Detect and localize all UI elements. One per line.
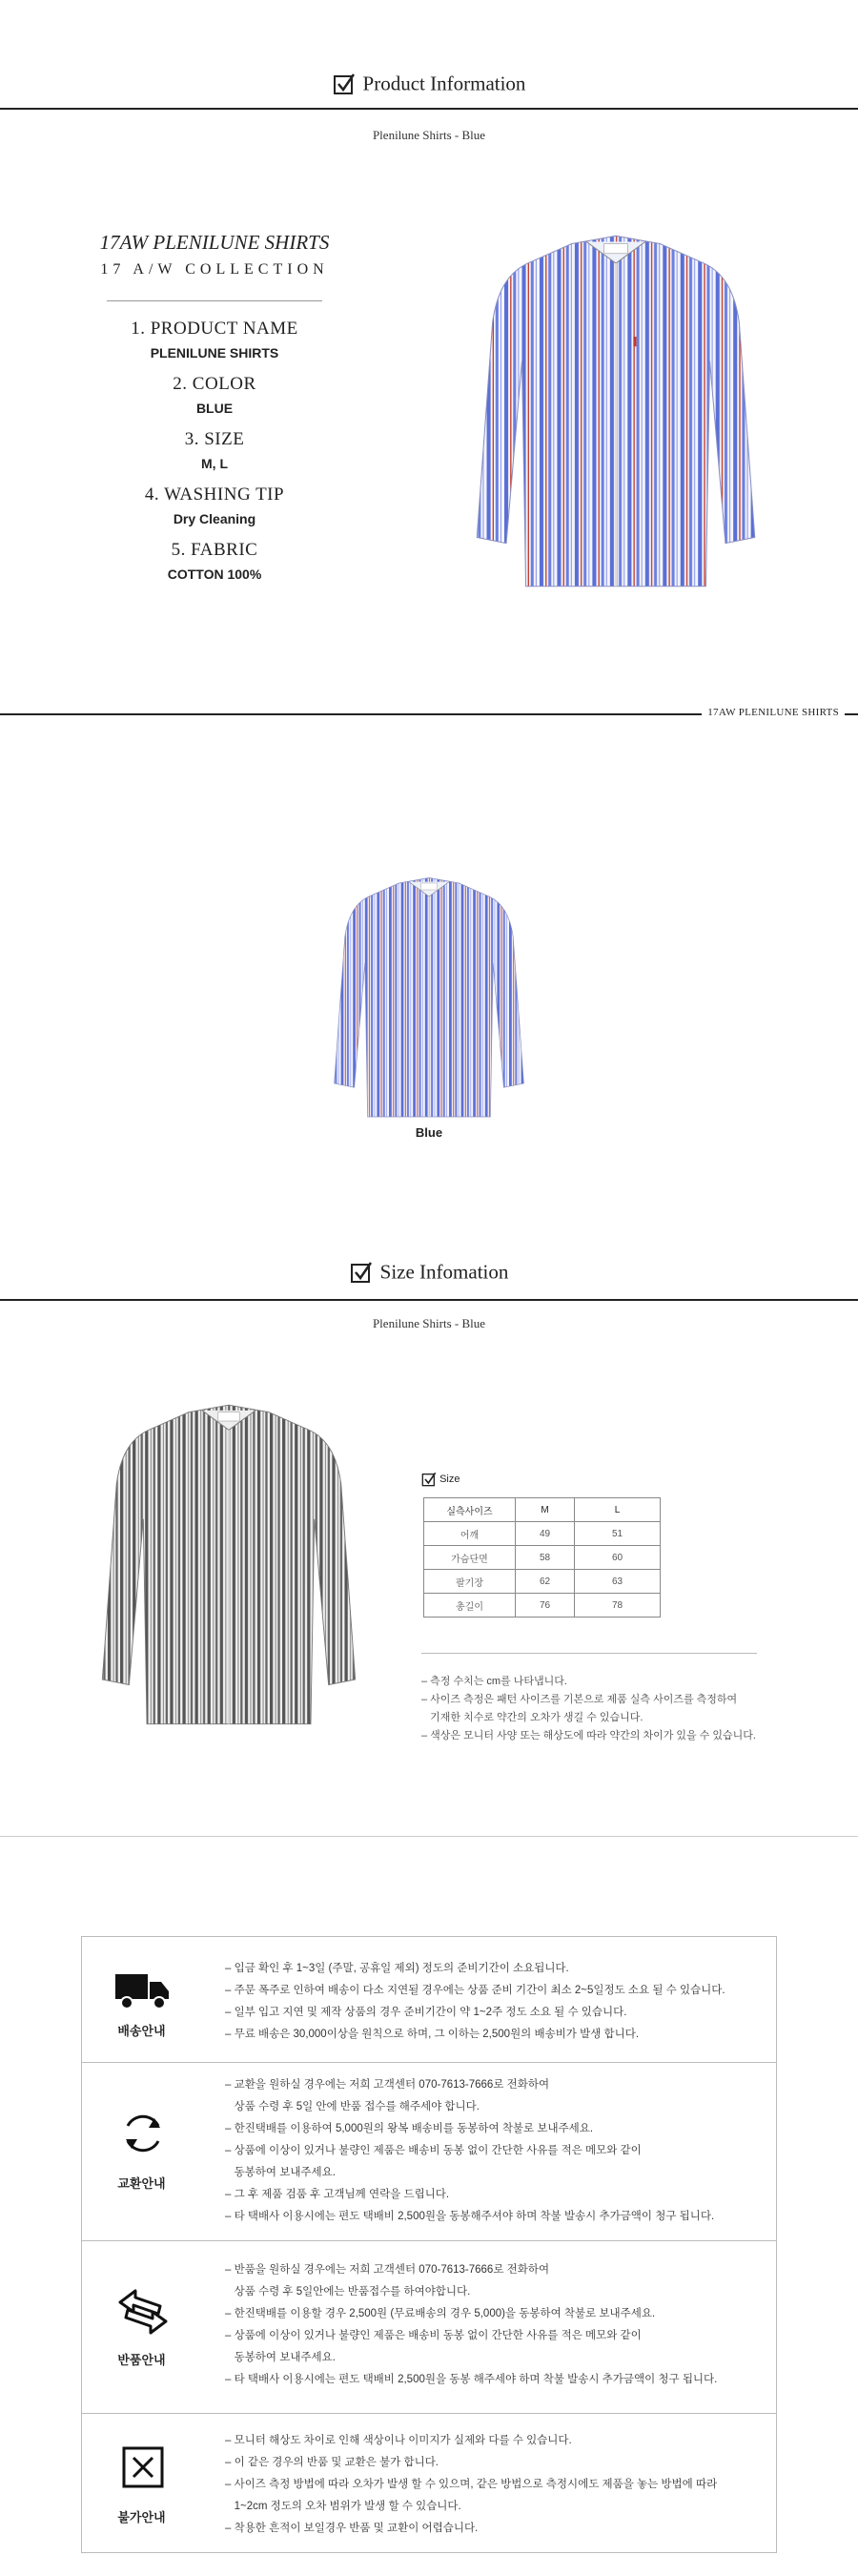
size-table-label: Size [439, 1473, 460, 1485]
size-info-heading [0, 1259, 858, 1285]
table-cell: 76 [516, 1594, 575, 1618]
guide-line: 동봉하여 보내주세요. [225, 2167, 336, 2178]
size-subtitle: Plenilune Shirts - Blue [372, 1316, 486, 1330]
guide-line: – 상품에 이상이 있거나 불량인 제품은 배송비 동봉 없이 간단한 사유를 적은 메모와 같이 [225, 2330, 642, 2341]
checkbox-icon [350, 1261, 373, 1284]
table-header: M [516, 1498, 575, 1522]
table-cell: 78 [575, 1594, 661, 1618]
table-cell: 51 [575, 1522, 661, 1546]
table-row [424, 1546, 661, 1570]
table-header: 실측사이즈 [424, 1498, 516, 1522]
spec-value: Dry Cleaning [173, 511, 256, 526]
spec-label: 1. PRODUCT NAME [131, 319, 298, 339]
truck-icon [115, 1970, 171, 2012]
notes-divider [421, 1653, 757, 1654]
checkbox-icon [421, 1472, 437, 1487]
spec-size [91, 429, 338, 471]
color-caption: Blue [415, 1125, 443, 1140]
guide-line: – 그 후 제품 검품 후 고객님께 연락을 드립니다. [225, 2189, 450, 2200]
note-line: – 색상은 모니터 사양 또는 해상도에 따라 약간의 차이가 있을 수 있습니다. [421, 1730, 756, 1741]
spec-label: 5. FABRIC [171, 540, 258, 560]
guide-caption: 배송안내 [117, 2024, 166, 2038]
table-cell: 팔기장 [424, 1570, 516, 1594]
guide-row-notice [82, 2414, 776, 2553]
guide-line: – 한진택배를 이용할 경우 2,500원 (무료배송의 경우 5,000)을 동봉하여 착불로 보내주세요. [225, 2308, 656, 2319]
spec-label: 4. WASHING TIP [144, 484, 285, 505]
guide-line: – 타 택배사 이용시에는 편도 택배비 2,500원을 동봉해주셔야 하며 착불 발송시 추가금액이 청구 됩니다. [225, 2211, 715, 2222]
spec-value: M, L [201, 456, 228, 471]
spec-value: COTTON 100% [167, 567, 262, 582]
collection-divider-label: 17AW PLENILUNE SHIRTS [702, 707, 845, 718]
guide-line: 상품 수령 후 5일 안에 반품 접수를 해주세야 합니다. [225, 2101, 480, 2112]
guide-line: – 입금 확인 후 1~3일 (주말, 공휴일 제외) 정도의 준비기간이 소요됩니다. [225, 1963, 569, 1974]
product-shirt-image [456, 224, 776, 596]
spec-label: 2. COLOR [173, 374, 256, 394]
guide-icon-cell [82, 2241, 201, 2413]
exchange-cycle-icon [120, 2111, 166, 2156]
guide-icon-cell [82, 1937, 201, 2062]
table-header: L [575, 1498, 661, 1522]
table-row [424, 1594, 661, 1618]
section-separator [0, 1836, 858, 1837]
guide-line: – 반품을 원하실 경우에는 저희 고객센터 070-7613-7666로 전화하여 [225, 2264, 550, 2276]
guide-lines [225, 1958, 725, 2046]
guide-caption: 교환안내 [117, 2176, 166, 2191]
spec-value: PLENILUNE SHIRTS [150, 345, 279, 361]
guide-line: – 모니터 해상도 차이로 인해 색상이나 이미지가 실제와 다를 수 있습니다. [225, 2435, 572, 2446]
product-subtitle: Plenilune Shirts - Blue [372, 128, 486, 142]
guide-line: 1~2cm 정도의 오차 범위가 발생 할 수 있습니다. [225, 2501, 461, 2512]
table-header-row [424, 1498, 661, 1522]
guide-line: 동봉하여 보내주세요. [225, 2352, 336, 2363]
note-line: 기재한 치수로 약간의 오차가 생길 수 있습니다. [421, 1712, 644, 1723]
guide-row-shipping [82, 1937, 776, 2063]
table-row [424, 1570, 661, 1594]
spec-value: BLUE [195, 401, 234, 416]
guide-row-exchange [82, 2063, 776, 2241]
guide-icon-cell [82, 2063, 201, 2240]
guide-lines [225, 2430, 717, 2540]
guide-box [81, 1936, 777, 2553]
guide-icon-cell [82, 2414, 201, 2553]
size-info-title: Size Infomation [379, 1260, 509, 1284]
guide-line: – 일부 입고 지연 및 제작 상품의 경우 준비기간이 약 1~2주 정도 소요 될 수 있습니다. [225, 2007, 627, 2018]
note-line: – 측정 수치는 cm를 나타냅니다. [421, 1676, 567, 1687]
size-table-title [421, 1472, 460, 1487]
spec-label: 3. SIZE [184, 429, 245, 449]
checkbox-icon [333, 72, 356, 95]
size-table [423, 1497, 661, 1618]
table-row [424, 1522, 661, 1546]
table-cell: 58 [516, 1546, 575, 1570]
size-shirt-image [91, 1394, 367, 1733]
guide-line: – 교환을 원하실 경우에는 저희 고객센터 070-7613-7666로 전화하여 [225, 2079, 550, 2091]
guide-line: – 주문 폭주로 인하여 배송이 다소 지연될 경우에는 상품 준비 기간이 최소 2~5일정도 소요 될 수 있습니다. [225, 1985, 725, 1996]
collection-subtitle: 17 A/W COLLECTION [100, 261, 329, 278]
table-cell: 62 [516, 1570, 575, 1594]
guide-line: 상품 수령 후 5일안에는 반품접수를 하여야합니다. [225, 2286, 471, 2298]
spec-color [91, 374, 338, 416]
size-notes [421, 1673, 822, 1745]
guide-line: – 타 택배사 이용시에는 편도 택배비 2,500원을 동봉 해주세야 하며 착불 발송시 추가금액이 청구 됩니다. [225, 2374, 718, 2385]
table-cell: 49 [516, 1522, 575, 1546]
return-arrows-icon [116, 2287, 170, 2337]
guide-lines [225, 2259, 717, 2391]
spec-fabric [91, 540, 338, 582]
guide-line: – 무료 배송은 30,000이상을 원칙으로 하며, 그 이하는 2,500원의 배송비가 발생 합니다. [225, 2029, 640, 2040]
table-cell: 60 [575, 1546, 661, 1570]
guide-lines [225, 2074, 714, 2228]
product-info-title: Product Information [362, 72, 526, 95]
product-info-heading [0, 71, 858, 96]
guide-row-return [82, 2241, 776, 2414]
guide-line: – 한진택배를 이용하여 5,000원의 왕복 배송비를 동봉하여 착불로 보내주세요. [225, 2123, 594, 2134]
guide-caption: 불가안내 [117, 2510, 166, 2524]
x-box-icon [122, 2446, 164, 2488]
collection-divider [107, 300, 322, 301]
table-cell: 63 [575, 1570, 661, 1594]
guide-line: – 사이즈 측정 방법에 따라 오차가 발생 할 수 있으며, 같은 방법으로 측정시에도 제품을 놓는 방법에 따라 [225, 2479, 718, 2490]
table-cell: 총길이 [424, 1594, 516, 1618]
guide-line: – 착용한 흔적이 보일경우 반품 및 교환이 어렵습니다. [225, 2523, 479, 2534]
guide-line: – 상품에 이상이 있거나 불량인 제품은 배송비 동봉 없이 간단한 사유를 적은 메모와 같이 [225, 2145, 642, 2156]
guide-line: – 이 같은 경우의 반품 및 교환은 불가 합니다. [225, 2457, 439, 2468]
spec-product-name [91, 319, 338, 361]
table-cell: 가슴단면 [424, 1546, 516, 1570]
section-rule [0, 108, 858, 110]
spec-washing-tip [91, 484, 338, 526]
guide-caption: 반품안내 [117, 2353, 166, 2367]
note-line: – 사이즈 측정은 패턴 사이즈를 기본으로 제품 실측 사이즈를 측정하여 [421, 1694, 738, 1705]
collection-title: 17AW PLENILUNE SHIRTS [99, 231, 330, 254]
color-shirt-image [317, 870, 541, 1123]
table-cell: 어깨 [424, 1522, 516, 1546]
section-rule [0, 1299, 858, 1301]
